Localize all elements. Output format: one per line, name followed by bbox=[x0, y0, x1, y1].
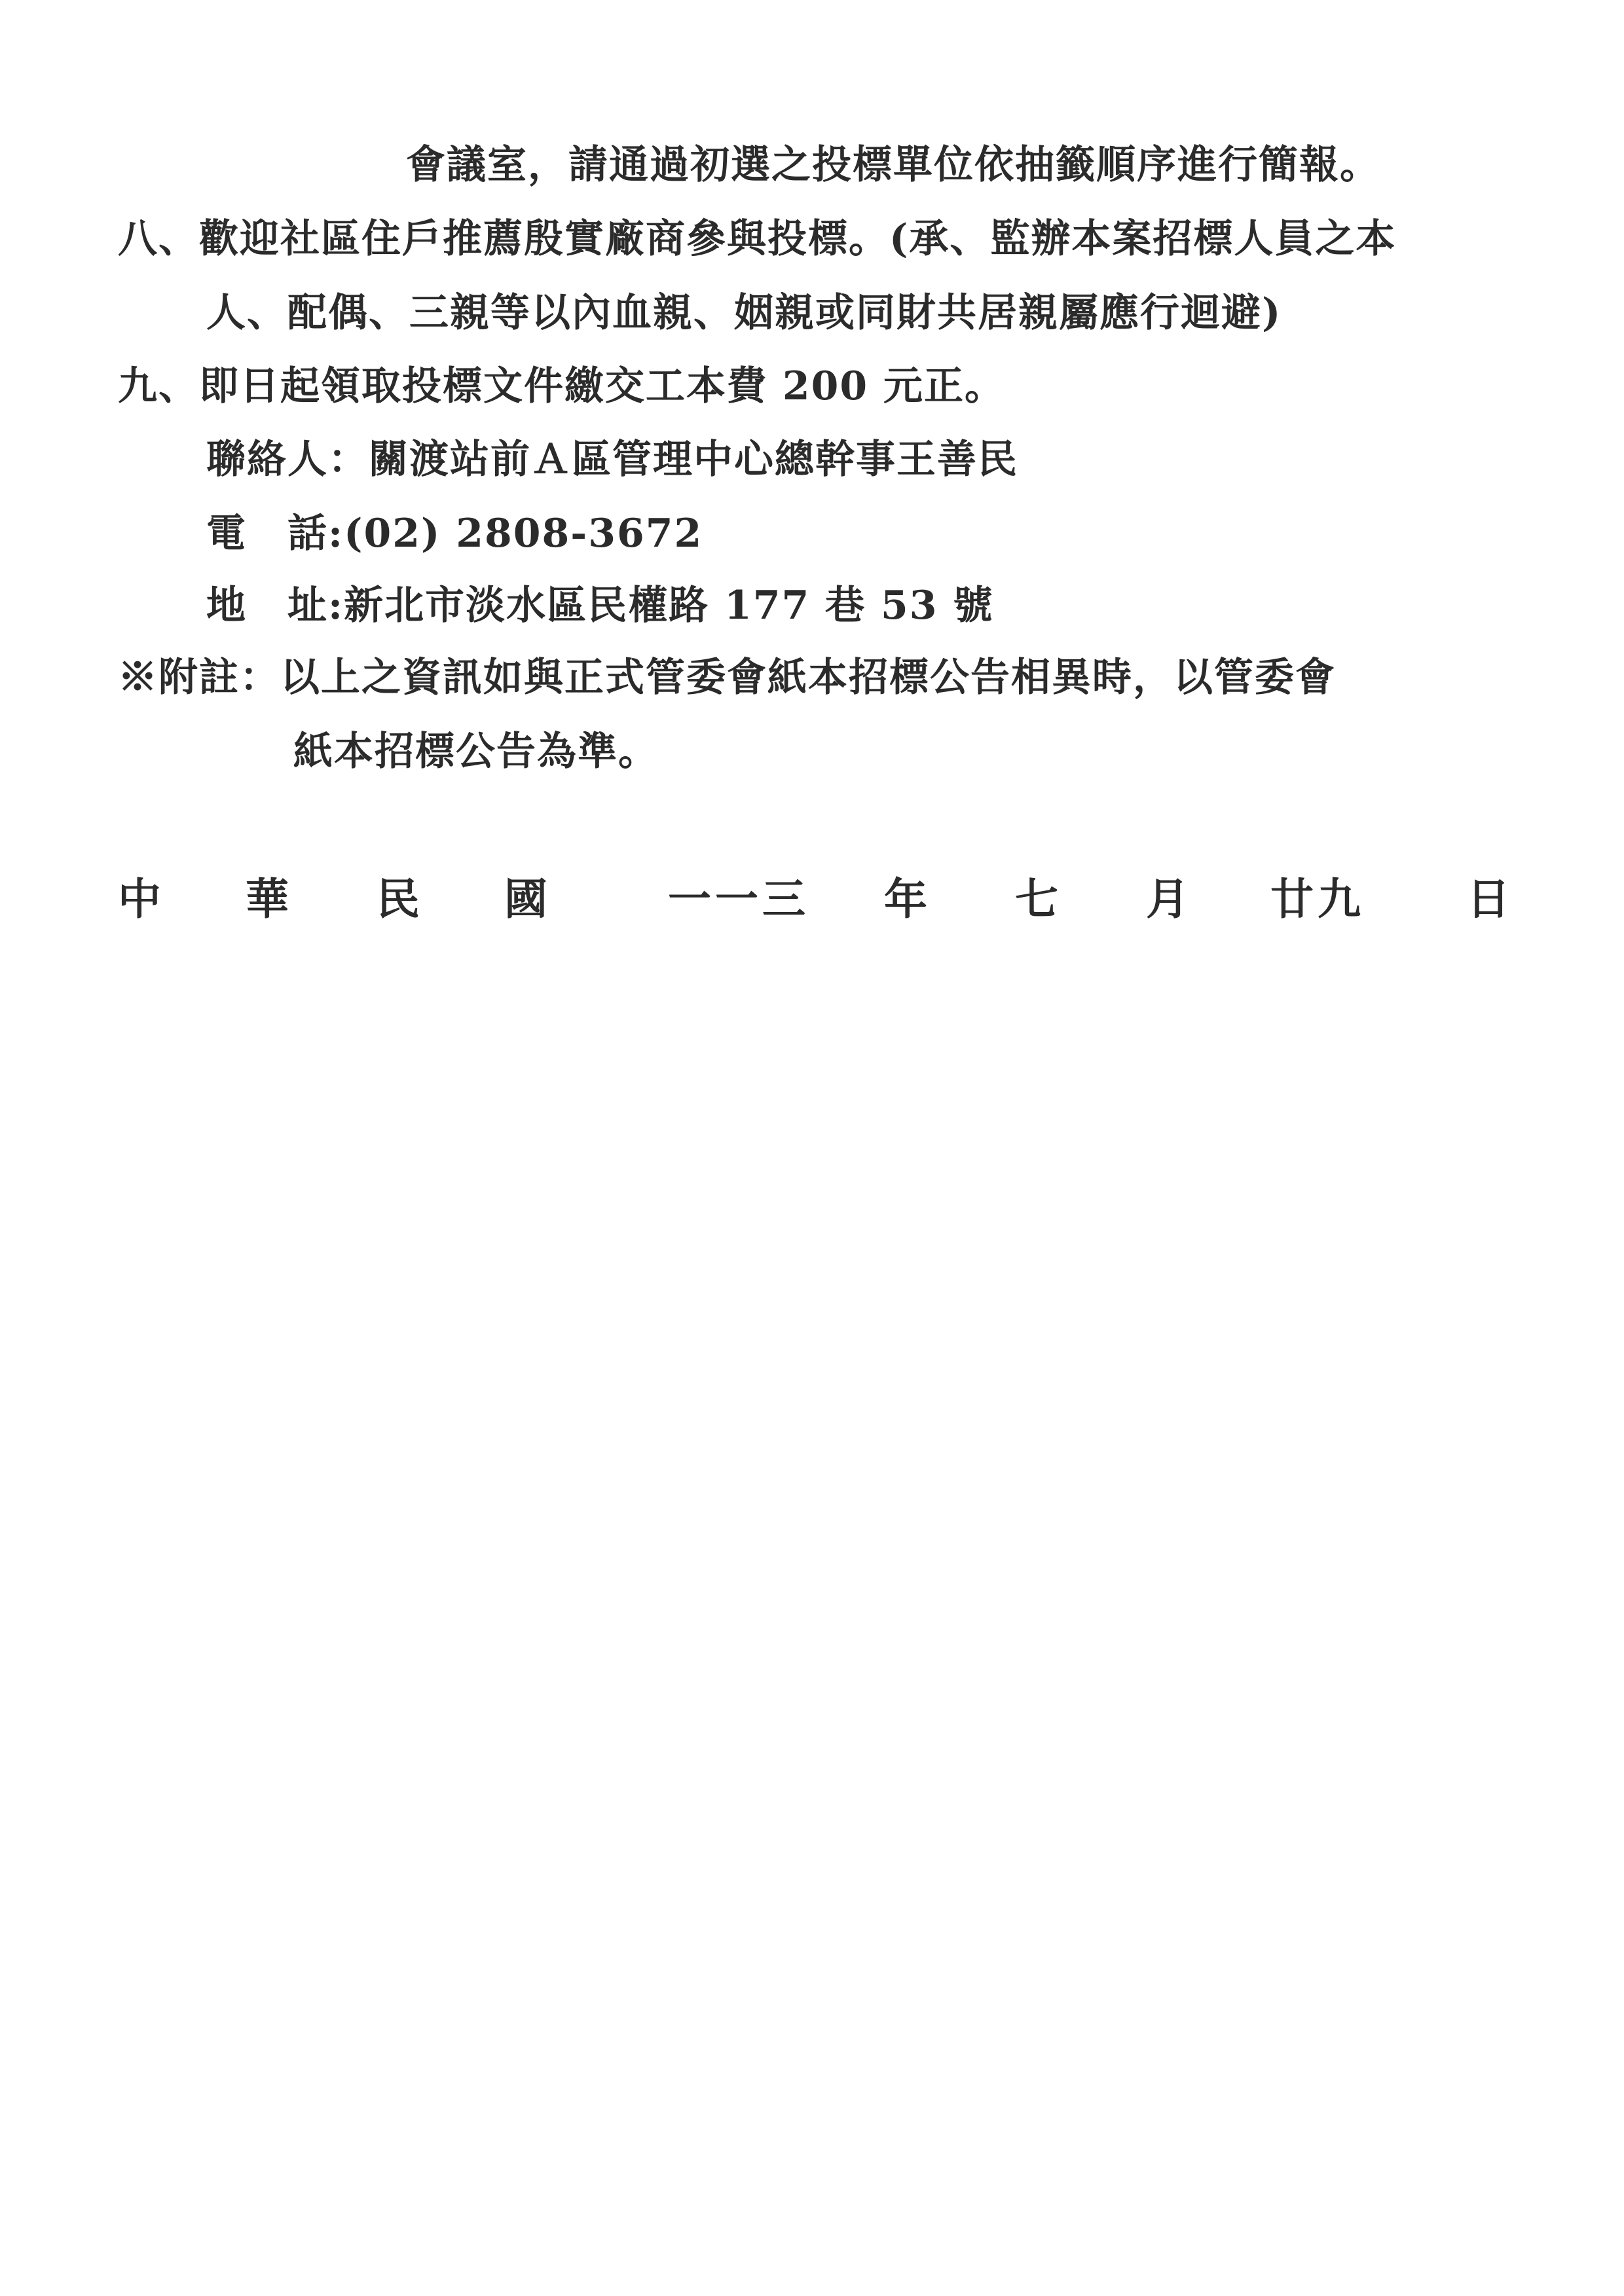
text-line-item-9: 九、即日起領取投標文件繳交工本費 200 元正。 bbox=[118, 363, 1006, 409]
contact-phone: 電 話:(02) 2808-3672 bbox=[206, 511, 703, 556]
text-line-briefing: 會議室，請通過初選之投標單位依抽籤順序進行簡報。 bbox=[406, 142, 1380, 188]
date-year: 一一三 bbox=[668, 873, 809, 924]
note-line: ※附註：以上之資訊如與正式管委會紙本招標公告相異時，以管委會 bbox=[118, 655, 1336, 701]
contact-person: 聯絡人：關渡站前Ａ區管理中心總幹事王善民 bbox=[206, 437, 1018, 483]
text-line-item-8: 八、歡迎社區住戶推薦殷實廠商參與投標。(承、監辦本案招標人員之本 bbox=[118, 216, 1397, 262]
date-day-unit: 日 bbox=[1467, 873, 1510, 924]
issue-date bbox=[118, 869, 1513, 928]
date-day: 廿九 bbox=[1270, 873, 1365, 924]
date-month-unit: 月 bbox=[1146, 873, 1189, 924]
date-char-min: 民 bbox=[377, 873, 420, 924]
date-month: 七 bbox=[1015, 873, 1058, 924]
contact-address: 地 址:新北市淡水區民權路 177 巷 53 號 bbox=[206, 583, 994, 629]
note-line-cont: 紙本招標公告為準。 bbox=[293, 729, 659, 774]
text-line-item-8-cont: 人、配偶、三親等以內血親、姻親或同財共居親屬應行迴避) bbox=[206, 290, 1282, 336]
date-char-hua: 華 bbox=[246, 873, 289, 924]
date-year-unit: 年 bbox=[884, 873, 927, 924]
date-char-zhong: 中 bbox=[118, 873, 161, 924]
date-char-guo: 國 bbox=[504, 873, 547, 924]
